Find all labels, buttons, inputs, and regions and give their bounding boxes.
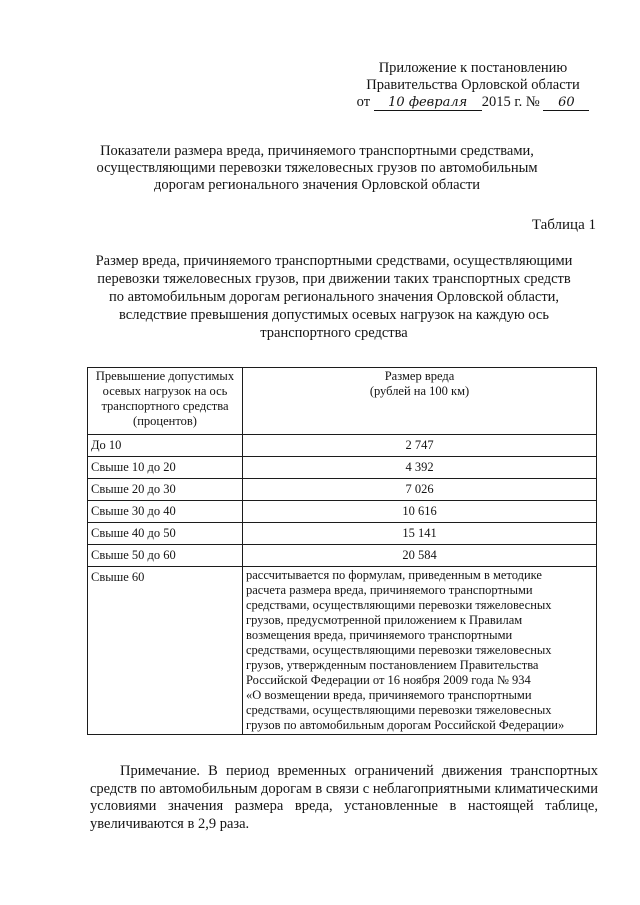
appendix-date-line [348, 94, 598, 111]
formula-line: «О возмещении вреда, причиняемого транспортными [246, 688, 532, 702]
row-range: Свыше 10 до 20 [88, 457, 243, 479]
formula-line: грузов, предусмотренной приложением к Правилам [246, 613, 523, 627]
handwritten-number: 60 [543, 96, 589, 111]
heading-line-2: осуществляющими перевозки тяжеловесных грузов по автомобильным [96, 160, 538, 176]
table-title-line-3: по автомобильным дорогам регионального значения Орловской области, [108, 289, 560, 305]
table-row [88, 545, 597, 567]
formula-line: средствами, осуществляющими перевозки тяжеловесных [246, 643, 552, 657]
formula-line: Российской Федерации от 16 ноября 2009 года № 934 [246, 673, 531, 687]
row-range: Свыше 30 до 40 [88, 501, 243, 523]
header-harm-line: (рублей на 100 км) [369, 384, 470, 398]
table-row [88, 479, 597, 501]
appendix-line-2: Правительства Орловской области [366, 77, 580, 93]
header-overload-line: транспортного средства [101, 399, 229, 413]
header-overload-line: Превышение допустимых [95, 369, 235, 383]
row-range: Свыше 60 [88, 567, 243, 735]
row-range: Свыше 40 до 50 [88, 523, 243, 545]
formula-line: средствами, осуществляющими перевозки тяжеловесных [246, 703, 552, 717]
header-overload-line: осевых нагрузок на ось [102, 384, 228, 398]
header-overload [88, 368, 243, 435]
formula-line: грузов по автомобильным дорогам Российской Федерации» [246, 718, 565, 732]
header-overload-line: (процентов) [133, 414, 197, 428]
appendix-line-1: Приложение к постановлению [378, 60, 568, 76]
formula-line: грузов, утвержденным постановлением Правительства [246, 658, 539, 672]
row-value: 7 026 [243, 479, 597, 501]
note-text: Примечание. В период временных ограничений движения транспортных средств по автомобильным дорогам в связи с неблагоприятными климатическими условиями значения размера вреда, установленные в настоящей таблице, увеличиваются в 2,9 раза. [90, 763, 598, 832]
row-value: 2 747 [243, 435, 597, 457]
table-header-row [88, 368, 597, 435]
appendix-year: 2015 г. № [481, 94, 540, 110]
note-block [90, 763, 598, 833]
formula-line: возмещения вреда, причиняемого транспортными [246, 628, 513, 642]
table-row [88, 457, 597, 479]
row-value: 15 141 [243, 523, 597, 545]
table-title-line-5: транспортного средства [260, 325, 408, 341]
row-value: 20 584 [243, 545, 597, 567]
heading-line-1: Показатели размера вреда, причиняемого транспортными средствами, [100, 143, 534, 159]
row-range: До 10 [88, 435, 243, 457]
row-range: Свыше 50 до 60 [88, 545, 243, 567]
table-title-line-2: перевозки тяжеловесных грузов, при движении таких транспортных средств [97, 271, 571, 287]
table-row [88, 523, 597, 545]
formula-line: рассчитывается по формулам, приведенным в методике [246, 568, 542, 582]
formula-description [243, 567, 597, 735]
formula-line: средствами, осуществляющими перевозки тяжеловесных [246, 598, 552, 612]
row-value: 4 392 [243, 457, 597, 479]
document-heading [92, 143, 542, 194]
handwritten-date: 10 февраля [374, 96, 482, 111]
table-title-line-4: вследствие превышения допустимых осевых нагрузок на каждую ось [119, 307, 549, 323]
appendix-header [348, 60, 598, 111]
table-row-formula [88, 567, 597, 735]
formula-line: расчета размера вреда, причиняемого транспортными [246, 583, 533, 597]
header-harm-line: Размер вреда [384, 369, 455, 383]
header-harm-size [243, 368, 597, 435]
table-title-line-1: Размер вреда, причиняемого транспортными средствами, осуществляющими [95, 253, 573, 269]
harm-table [87, 367, 597, 735]
heading-line-3: дорогам регионального значения Орловской области [153, 177, 481, 193]
table-title [78, 252, 590, 342]
row-value: 10 616 [243, 501, 597, 523]
table-number: Таблица 1 [531, 217, 596, 233]
table-row [88, 435, 597, 457]
row-range: Свыше 20 до 30 [88, 479, 243, 501]
appendix-prefix: от [356, 94, 371, 110]
table-row [88, 501, 597, 523]
